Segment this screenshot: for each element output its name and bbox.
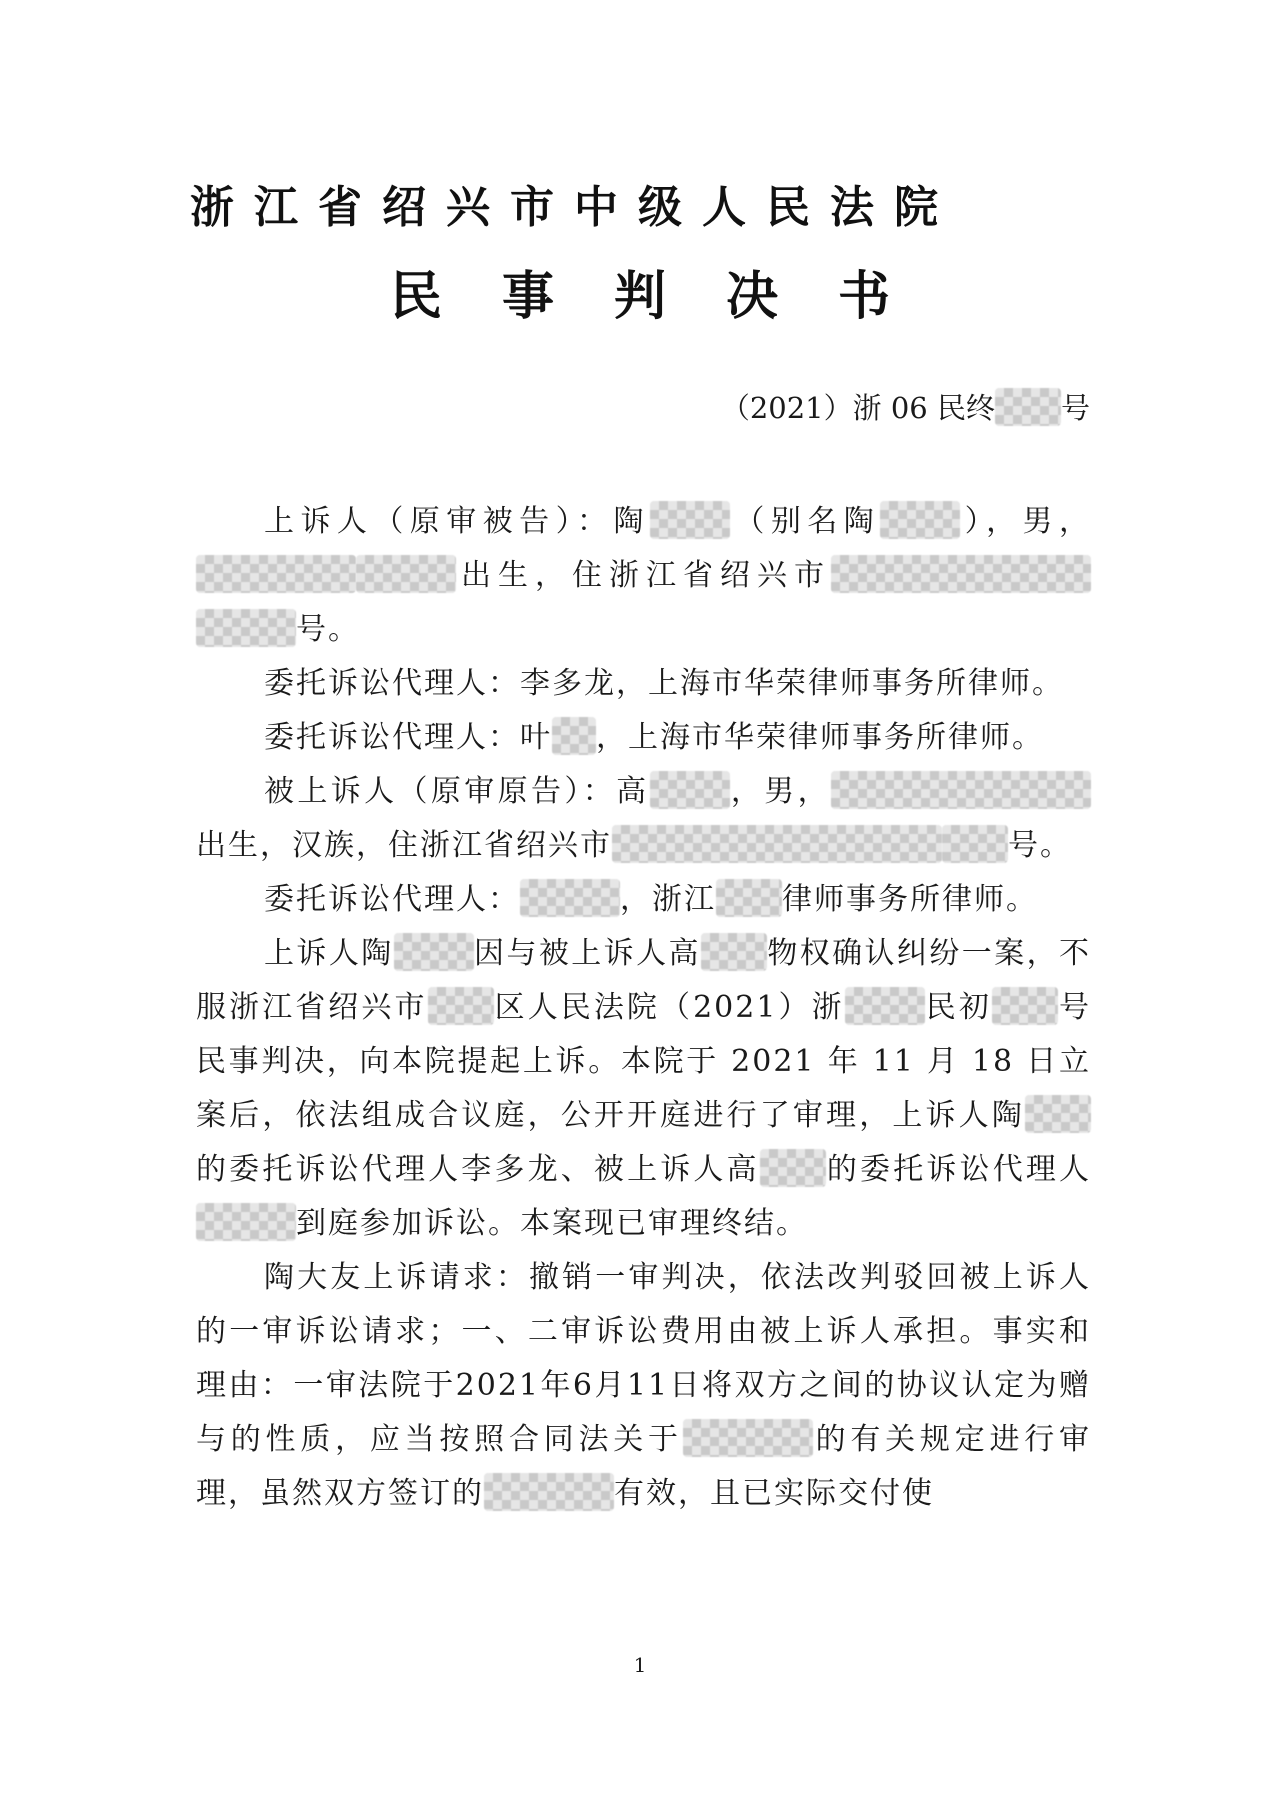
appellee-text-4: 号。 (1008, 828, 1072, 863)
appeal-text-2: 的有关规定进行审理，虽然双方签订的 (196, 1422, 1092, 1511)
intro-text-1: 上诉人陶 (264, 936, 394, 971)
agent3-text-2: ，浙江 (620, 882, 716, 917)
intro-text-6: 号民事判决，向本院提起上诉。本院于 2021 年 11 月 18 日立案后，依法组成合议庭，公开开庭进行了审理，上诉人陶 (196, 990, 1091, 1133)
page-number: 1 (633, 1653, 647, 1677)
agent3-text-1: 委托诉讼代理人： (264, 882, 520, 917)
redaction-mask (428, 987, 494, 1025)
appellant-text-4: 出生，住浙江省绍兴市 (456, 558, 831, 593)
intro-text-3: 物权确认纠纷一案，不服浙江省绍兴市 (196, 936, 1092, 1025)
case-number-suffix: 号 (1060, 391, 1090, 425)
redaction-mask (394, 933, 474, 971)
redaction-mask (716, 879, 782, 917)
document-type-title: 民事判决书 (390, 267, 951, 327)
appellee-text-3: 出生，汉族，住浙江省绍兴市 (196, 828, 612, 863)
redaction-mask (650, 771, 730, 809)
redaction-mask (831, 771, 1091, 809)
appeal-request-paragraph (196, 1251, 1091, 1521)
agent-paragraph-2 (196, 711, 1091, 765)
agent2-text-1: 委托诉讼代理人：叶 (264, 720, 552, 755)
appellee-paragraph (196, 765, 1091, 873)
appellee-text-1: 被上诉人（原审原告）：高 (264, 774, 650, 809)
judgment-body (196, 495, 1091, 1521)
intro-text-9: 到庭参加诉讼。本案现已审理终结。 (296, 1206, 808, 1241)
redaction-mask (356, 555, 456, 593)
agent3-text-3: 律师事务所律师。 (782, 882, 1038, 917)
court-name: 浙江省绍兴市中级人民法院 (190, 182, 958, 233)
redaction-mask (196, 1203, 296, 1241)
redaction-mask (520, 879, 620, 917)
redaction-mask (760, 1149, 826, 1187)
redaction-mask (992, 987, 1058, 1025)
appellant-text-1: 上诉人（原审被告）：陶 (264, 504, 650, 539)
appeal-text-3: 有效，且已实际交付使 (614, 1476, 934, 1511)
redaction-mask (612, 825, 942, 863)
intro-text-8: 的委托诉讼代理人 (825, 1152, 1092, 1187)
appellant-paragraph (196, 495, 1091, 657)
intro-text-7: 的委托诉讼代理人李多龙、被上诉人高 (196, 1152, 760, 1187)
redaction-mask (484, 1473, 614, 1511)
redaction-mask (845, 987, 925, 1025)
redaction-mask (831, 555, 1091, 593)
redaction-mask (701, 933, 767, 971)
case-number-prefix: （2021）浙 06 民终 (720, 391, 995, 425)
redaction-mask (683, 1419, 813, 1457)
case-intro-paragraph (196, 927, 1091, 1251)
redaction-mask (196, 609, 296, 647)
case-number (721, 388, 1090, 428)
redaction-mask (1025, 1095, 1091, 1133)
appeal-text-1: 陶大友上诉请求：撤销一审判决，依法改判驳回被上诉人的一审诉讼请求；一、二审诉讼费用由被上诉人承担。事实和理由：一审法院于2021年6月11日将双方之间的协议认定为赠与的性质，应当按照合同法关于 (196, 1260, 1091, 1457)
appellant-text-5: 号。 (296, 612, 360, 647)
agent2-text-2: ，上海市华荣律师事务所律师。 (596, 720, 1044, 755)
redaction-mask (995, 388, 1061, 426)
intro-text-5: 民初 (924, 990, 992, 1025)
agent-paragraph-1: 委托诉讼代理人：李多龙，上海市华荣律师事务所律师。 (264, 666, 1064, 701)
agent-paragraph-3 (196, 873, 1091, 927)
redaction-mask (880, 501, 960, 539)
redaction-mask (942, 825, 1008, 863)
appellant-text-3: ），男， (960, 504, 1092, 539)
redaction-mask (650, 501, 730, 539)
intro-text-4: 区人民法院（2021）浙 (493, 990, 845, 1025)
appellant-text-2: （别名陶 (729, 504, 881, 539)
appellee-text-2: ，男， (729, 774, 831, 809)
intro-text-2: 因与被上诉人高 (473, 936, 701, 971)
redaction-mask (196, 555, 356, 593)
redaction-mask (552, 717, 596, 755)
